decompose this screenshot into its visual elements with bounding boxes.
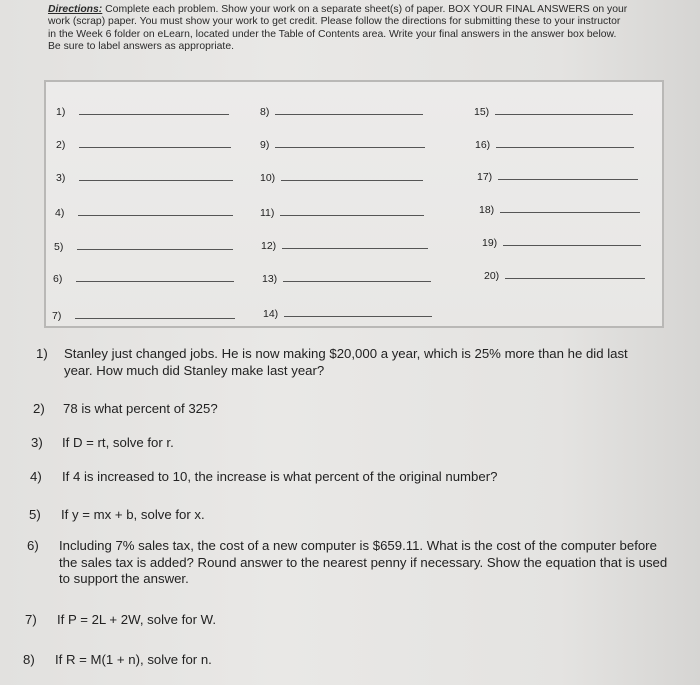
answer-number: 11)	[260, 207, 275, 219]
answer-number: 17)	[477, 171, 493, 183]
answer-number: 12)	[261, 240, 277, 252]
answer-slot-15[interactable]	[474, 102, 633, 118]
answer-slot-14[interactable]	[263, 304, 432, 320]
directions-label: Directions:	[48, 4, 103, 15]
answer-slot-9[interactable]	[260, 135, 425, 151]
answer-number: 1)	[56, 106, 66, 118]
answer-number: 20)	[484, 270, 500, 282]
problem-number: 8)	[23, 652, 35, 667]
answer-slot-10[interactable]	[260, 168, 423, 184]
answer-number: 13)	[262, 273, 278, 285]
answer-number: 10)	[260, 172, 276, 184]
problem-number: 5)	[29, 507, 41, 522]
problem-number: 1)	[36, 346, 48, 361]
problem-text: Stanley just changed jobs. He is now making $20,000 a year, which is 25% more than he did last year. How much did Stanley make last year?	[64, 346, 628, 378]
problem-number: 3)	[31, 435, 43, 450]
answer-number: 2)	[56, 139, 66, 151]
answer-slot-6[interactable]	[53, 269, 234, 285]
answer-box	[44, 80, 664, 328]
answer-number: 16)	[475, 139, 491, 151]
answer-number: 9)	[260, 139, 270, 151]
answer-slot-11[interactable]	[260, 203, 424, 219]
problem-number: 6)	[27, 538, 39, 553]
problem-text: If 4 is increased to 10, the increase is what percent of the original number?	[62, 469, 498, 484]
answer-number: 6)	[53, 273, 63, 285]
answer-slot-19[interactable]	[482, 233, 641, 249]
answer-slot-5[interactable]	[54, 237, 233, 253]
answer-number: 7)	[52, 310, 62, 322]
answer-slot-12[interactable]	[261, 236, 428, 252]
answer-slot-18[interactable]	[479, 200, 640, 216]
answer-slot-20[interactable]	[484, 266, 645, 282]
answer-slot-16[interactable]	[475, 135, 634, 151]
answer-number: 19)	[482, 237, 498, 249]
answer-slot-1[interactable]	[56, 102, 229, 118]
answer-number: 14)	[263, 308, 279, 320]
answer-number: 4)	[55, 207, 65, 219]
problem-text: 78 is what percent of 325?	[63, 401, 218, 416]
problem-text: Including 7% sales tax, the cost of a new computer is $659.11. What is the cost of the computer before the sales tax is added? Round answer to the nearest penny if necessary. Show the equation that is used to support the answer.	[59, 538, 668, 586]
directions-text: Complete each problem. Show your work on a separate sheet(s) of paper. BOX YOUR FINAL ANSWERS on your work (scrap) paper. You must show your work to get credit. Please follow the directions for submitting these to your instructor in the Week 6 folder on eLearn, located under the Table of Contents area. Write your final answers in the answer box below. Be sure to label answers as appropriate.	[48, 4, 628, 53]
answer-slot-17[interactable]	[477, 167, 638, 183]
answer-slot-4[interactable]	[55, 203, 233, 219]
answer-slot-7[interactable]	[52, 306, 235, 322]
answer-number: 8)	[260, 106, 270, 118]
problem-text: If y = mx + b, solve for x.	[61, 507, 205, 522]
problem-text: If D = rt, solve for r.	[62, 435, 174, 450]
problem-number: 7)	[25, 612, 37, 627]
problem-text: If R = M(1 + n), solve for n.	[55, 652, 212, 667]
answer-number: 3)	[56, 172, 66, 184]
directions-paragraph	[48, 4, 628, 54]
answer-slot-2[interactable]	[56, 135, 231, 151]
answer-slot-8[interactable]	[260, 102, 423, 118]
problem-text: If P = 2L + 2W, solve for W.	[57, 612, 217, 627]
answer-slot-13[interactable]	[262, 269, 431, 285]
answer-number: 15)	[474, 106, 490, 118]
answer-slot-3[interactable]	[56, 168, 233, 184]
answer-number: 18)	[479, 204, 495, 216]
problem-number: 4)	[30, 469, 42, 484]
problem-number: 2)	[33, 401, 45, 416]
answer-number: 5)	[54, 241, 64, 253]
